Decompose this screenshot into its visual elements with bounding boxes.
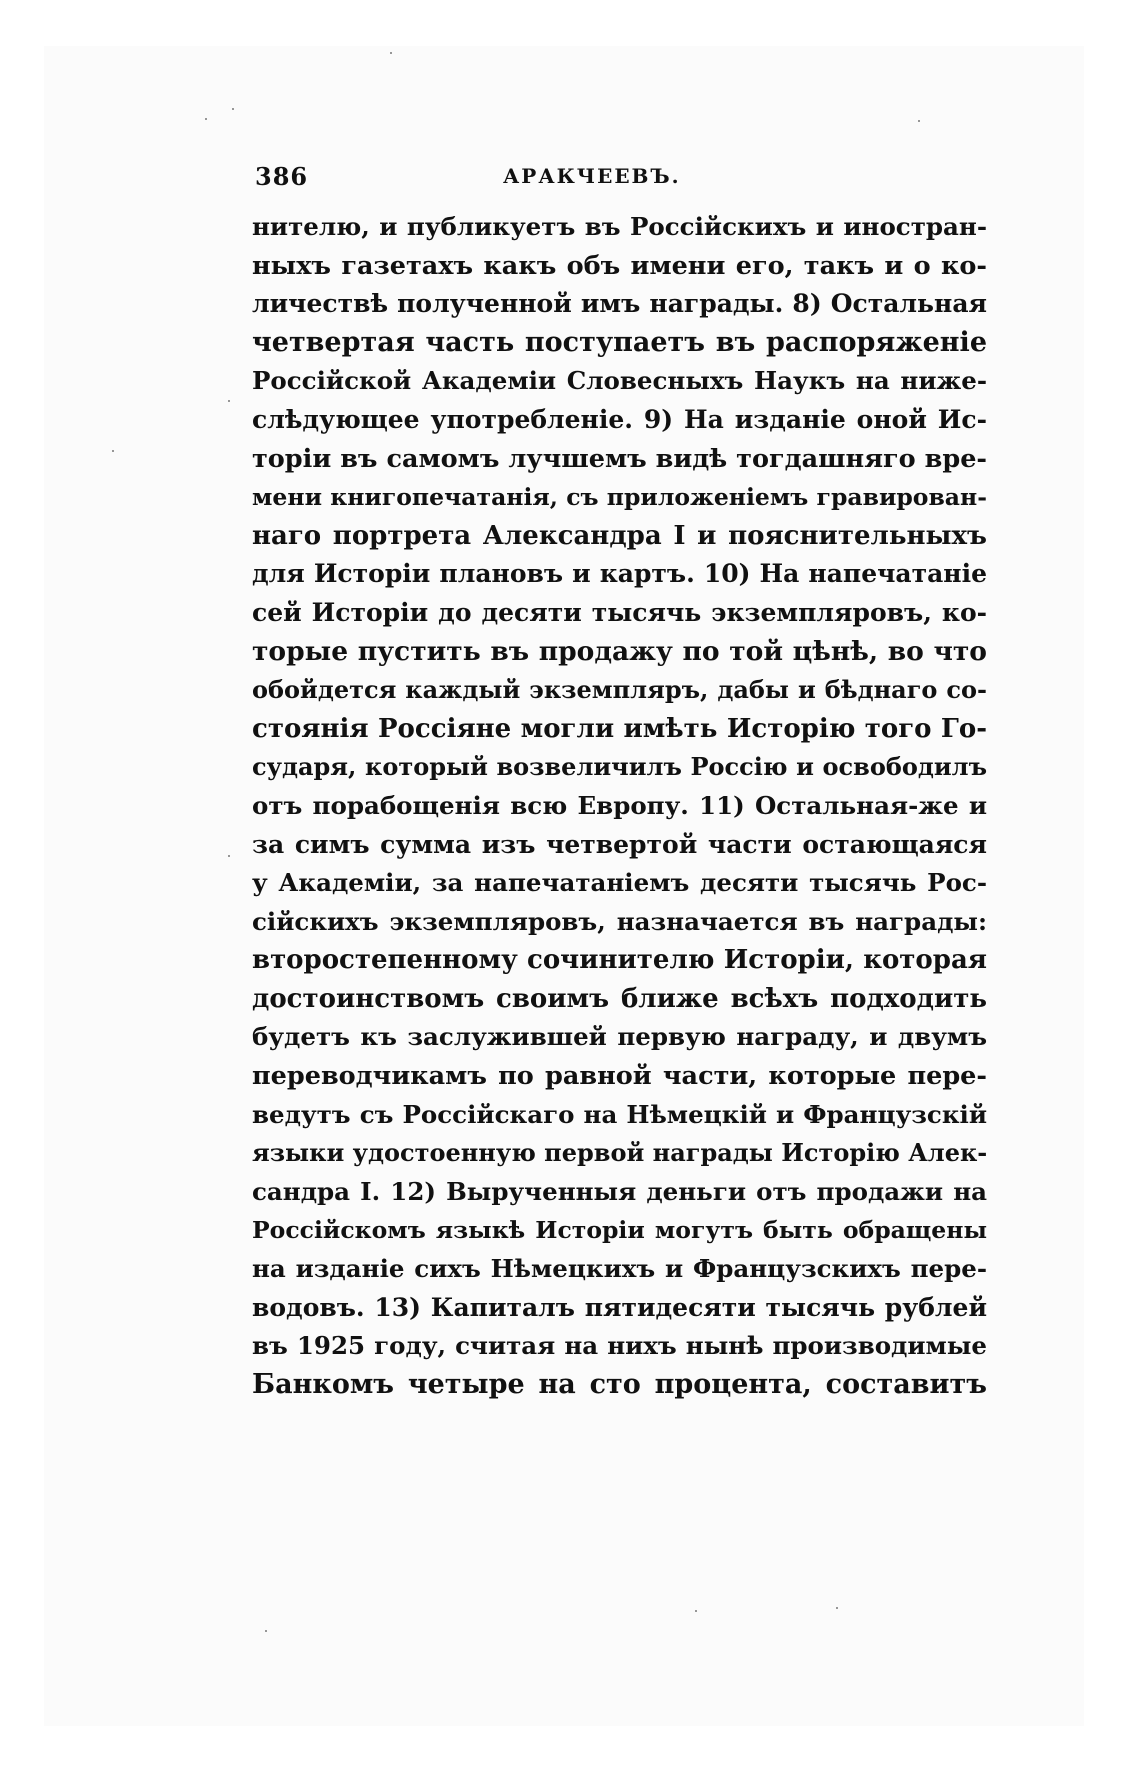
text-line: будетъ къ заслужившей первую награду, и двумъ: [252, 1022, 987, 1052]
text-line: Россійской Академіи Словесныхъ Наукъ на ниже-: [252, 366, 987, 396]
text-line: ныхъ газетахъ какъ объ имени его, такъ и о ко-: [252, 250, 987, 281]
text-line: слѣдующее употребленіе. 9) На изданіе оной Ис-: [252, 404, 987, 434]
text-line: четвертая часть поступаетъ въ распоряженіе: [252, 326, 987, 358]
page-number: 386: [255, 162, 309, 191]
text-line: наго портрета Александра I и пояснительныхъ: [252, 520, 987, 551]
text-line: мени книгопечатанія, съ приложеніемъ гравирован-: [252, 483, 987, 512]
text-line: торые пустить въ продажу по той цѣнѣ, во что: [252, 635, 987, 667]
text-line: стоянія Россіяне могли имѣть Исторію того Го-: [252, 713, 987, 744]
running-head: АРАКЧЕЕВЪ.: [503, 164, 681, 188]
text-line: языки удостоенную первой награды Исторію Алек-: [252, 1138, 987, 1168]
text-line: у Академіи, за напечатаніемъ десяти тысячь Рос-: [252, 868, 987, 898]
text-line: нителю, и публикуетъ въ Россійскихъ и иностран-: [252, 212, 987, 241]
text-line: на изданіе сихъ Нѣмецкихъ и Французскихъ пере-: [252, 1254, 987, 1284]
text-line: сійскихъ экземпляровъ, назначается въ награды:: [252, 906, 987, 936]
text-line: обойдется каждый экземпляръ, дабы и бѣднаго со-: [252, 675, 987, 705]
scan-speck: [232, 108, 234, 110]
text-line: въ 1925 году, считая на нихъ нынѣ производимые: [252, 1331, 987, 1361]
scan-speck: [112, 450, 114, 452]
text-line: для Исторіи плановъ и картъ. 10) На напечатаніе: [252, 559, 987, 589]
scan-speck: [390, 52, 392, 54]
text-line: переводчикамъ по равной части, которые пере-: [252, 1061, 987, 1092]
text-line: сей Исторіи до десяти тысячь экземпляровъ, ко-: [252, 597, 987, 627]
scan-speck: [695, 1610, 697, 1612]
scan-speck: [228, 855, 230, 857]
text-line: Банкомъ четыре на сто процента, составитъ: [252, 1368, 987, 1400]
text-line: сударя, который возвеличилъ Россію и освободилъ: [252, 752, 987, 782]
scan-speck: [265, 1630, 267, 1632]
text-line: второстепенному сочинителю Исторіи, которая: [252, 945, 987, 976]
text-line: Россійскомъ языкѣ Исторіи могутъ быть обращены: [252, 1216, 987, 1245]
text-line: достоинствомъ своимъ ближе всѣхъ подходить: [252, 983, 987, 1014]
text-line: торіи въ самомъ лучшемъ видѣ тогдашняго вре-: [252, 443, 987, 474]
text-line: личествѣ полученной имъ награды. 8) Остальная: [252, 289, 987, 319]
scan-speck: [205, 118, 207, 120]
scan-speck: [836, 1607, 838, 1609]
text-line: за симъ сумма изъ четвертой части остающаяся: [252, 829, 987, 859]
page-header: [255, 162, 995, 202]
text-line: сандра I. 12) Вырученныя деньги отъ продажи на: [252, 1176, 987, 1206]
text-line: отъ порабощенія всю Европу. 11) Остальная-же и: [252, 790, 987, 820]
body-text: [252, 208, 987, 1404]
text-line: ведутъ съ Россійскаго на Нѣмецкій и Французскій: [252, 1099, 987, 1129]
scan-speck: [918, 120, 920, 122]
text-line: водовъ. 13) Капиталъ пятидесяти тысячь рублей: [252, 1292, 987, 1322]
scan-speck: [228, 400, 230, 402]
